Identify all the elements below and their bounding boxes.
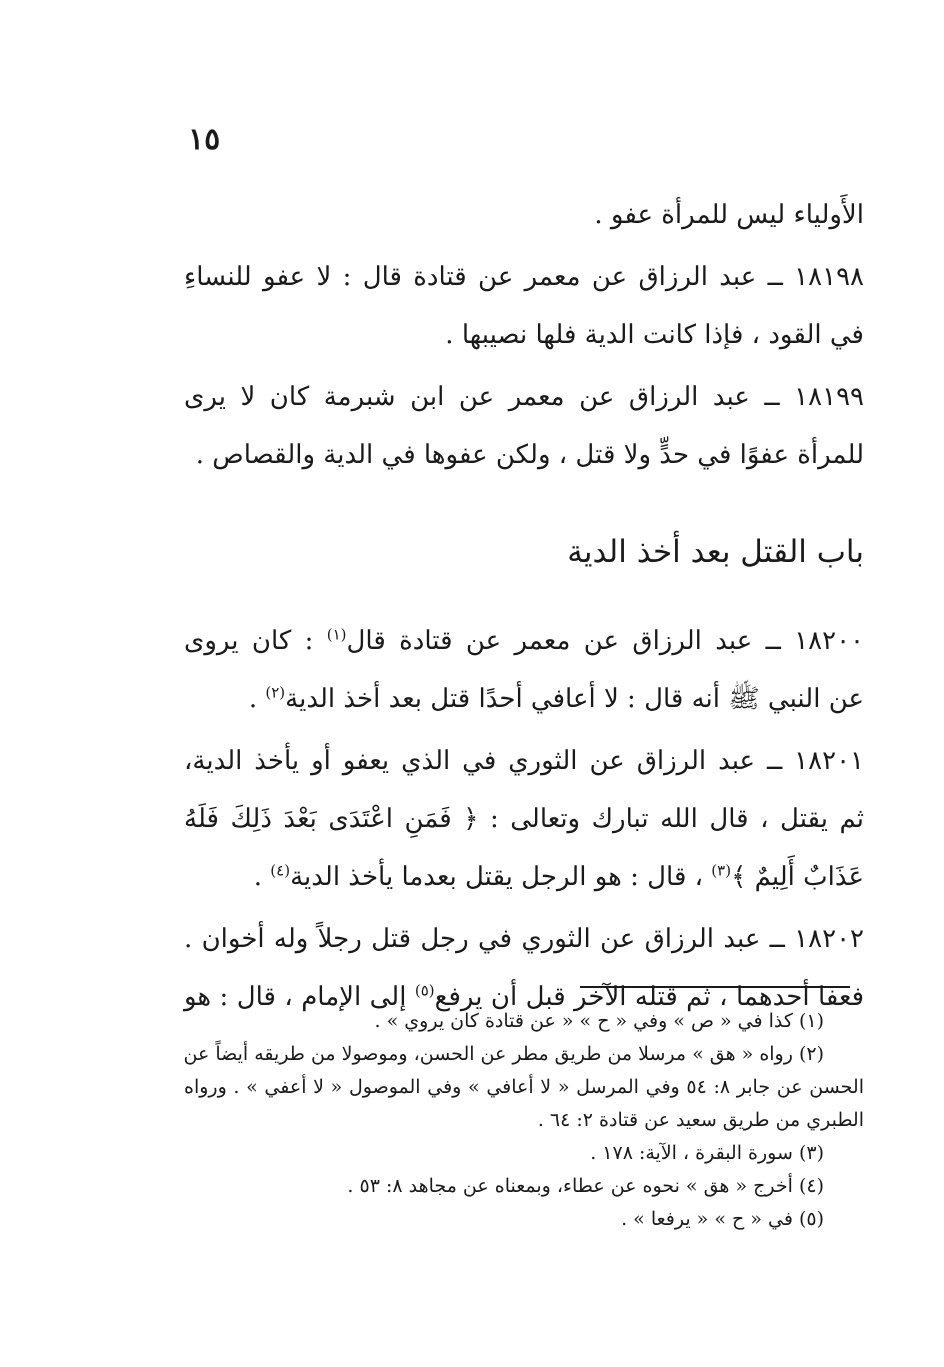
footnote-2-cont: الحسن عن جابر ٨: ٥٤ وفي المرسل « لا أعافي » وفي الموصول « لا أعفي » . ورواه	[184, 1076, 864, 1098]
text-segment: فعفا أحدهما ، ثم قتله الآخر قبل أن يرفع	[434, 982, 865, 1012]
text-segment: إلى الإمام ، قال : هو	[184, 982, 415, 1012]
paragraph-18201	[184, 732, 864, 906]
footnote-separator	[580, 986, 850, 988]
text-segment: ١٨٢٠٠ ــ عبد الرزاق عن معمر عن قتادة قال	[346, 626, 865, 656]
text-line: ١٨٢٠١ ــ عبد الرزاق عن الثوري في الذي يعفو أو يأخذ الدية،	[184, 746, 864, 776]
paragraph-18200	[184, 612, 864, 728]
text-segment: ، قال : هو الرجل يقتل بعدما يأخذ الدية	[290, 862, 712, 892]
text-line: للمرأة عفوًا في حدٍّ ولا قتل ، ولكن عفوها في الدية والقصاص .	[195, 440, 864, 470]
text-segment: .	[248, 684, 266, 714]
footnote-5: (٥) في « ح » « يرفعا » .	[621, 1208, 824, 1230]
text-line	[184, 612, 864, 670]
text-segment: .	[253, 862, 271, 892]
text-segment: : كان يروى	[184, 626, 327, 656]
footnotes	[184, 1005, 864, 1236]
paragraph-18199	[184, 368, 864, 484]
footnote-ref: (١)	[326, 625, 347, 644]
text-line: ١٨١٩٨ ــ عبد الرزاق عن معمر عن قتادة قال : لا عفو للنساءِ	[184, 262, 864, 292]
quran-verse: عَذَابٌ أَلِيمٌ ﴾	[731, 862, 864, 892]
paragraph-intro	[184, 186, 864, 244]
footnote-2-cont: الطبري من طريق سعيد عن قتادة ٢: ٦٤ .	[537, 1109, 864, 1131]
footnote-ref: (٣)	[711, 861, 732, 880]
page-number: ١٥	[188, 122, 221, 157]
text-line	[184, 670, 864, 728]
footnote-1: (١) كذا في « ص » وفي « ح » « عن قتادة كان يروي » .	[374, 1010, 824, 1032]
quran-verse: ﴿ فَمَنِ اعْتَدَى بَعْدَ ذَلِكَ فَلَهُ	[184, 804, 479, 834]
footnote-4: (٤) أخرج « هق » نحوه عن عطاء، وبمعناه عن مجاهد ٨: ٥٣ .	[347, 1175, 824, 1197]
text-line: ١٨١٩٩ ــ عبد الرزاق عن معمر عن ابن شبرمة كان لا يرى	[184, 382, 864, 412]
footnote-ref: (٤)	[270, 861, 291, 880]
text-line: ١٨٢٠٢ ــ عبد الرزاق عن الثوري في رجل قتل رجلاً وله أخوان .	[184, 924, 864, 954]
text-line: الأَولياء ليس للمرأة عفو .	[594, 200, 864, 230]
text-segment: ثم يقتل ، قال الله تبارك وتعالى :	[478, 804, 864, 834]
text-line: في القود ، فإذا كانت الدية فلها نصيبها .	[445, 320, 864, 350]
footnote-2: (٢) رواه « هق » مرسلا من طريق مطر عن الحسن، وموصولا من طريقه أيضاً عن	[183, 1043, 824, 1065]
chapter-title: باب القتل بعد أخذ الدية	[567, 534, 864, 570]
paragraph-18198	[184, 248, 864, 364]
main-text	[184, 186, 864, 1026]
text-segment: عن النبي ﷺ أنه قال : لا أعافي أحدًا قتل بعد أخذ الدية	[285, 684, 864, 714]
text-line	[184, 848, 864, 906]
footnote-ref: (٥)	[414, 981, 435, 1000]
footnote-3: (٣) سورة البقرة ، الآية: ١٧٨ .	[590, 1142, 824, 1164]
text-line	[184, 790, 864, 848]
footnote-ref: (٢)	[265, 683, 286, 702]
